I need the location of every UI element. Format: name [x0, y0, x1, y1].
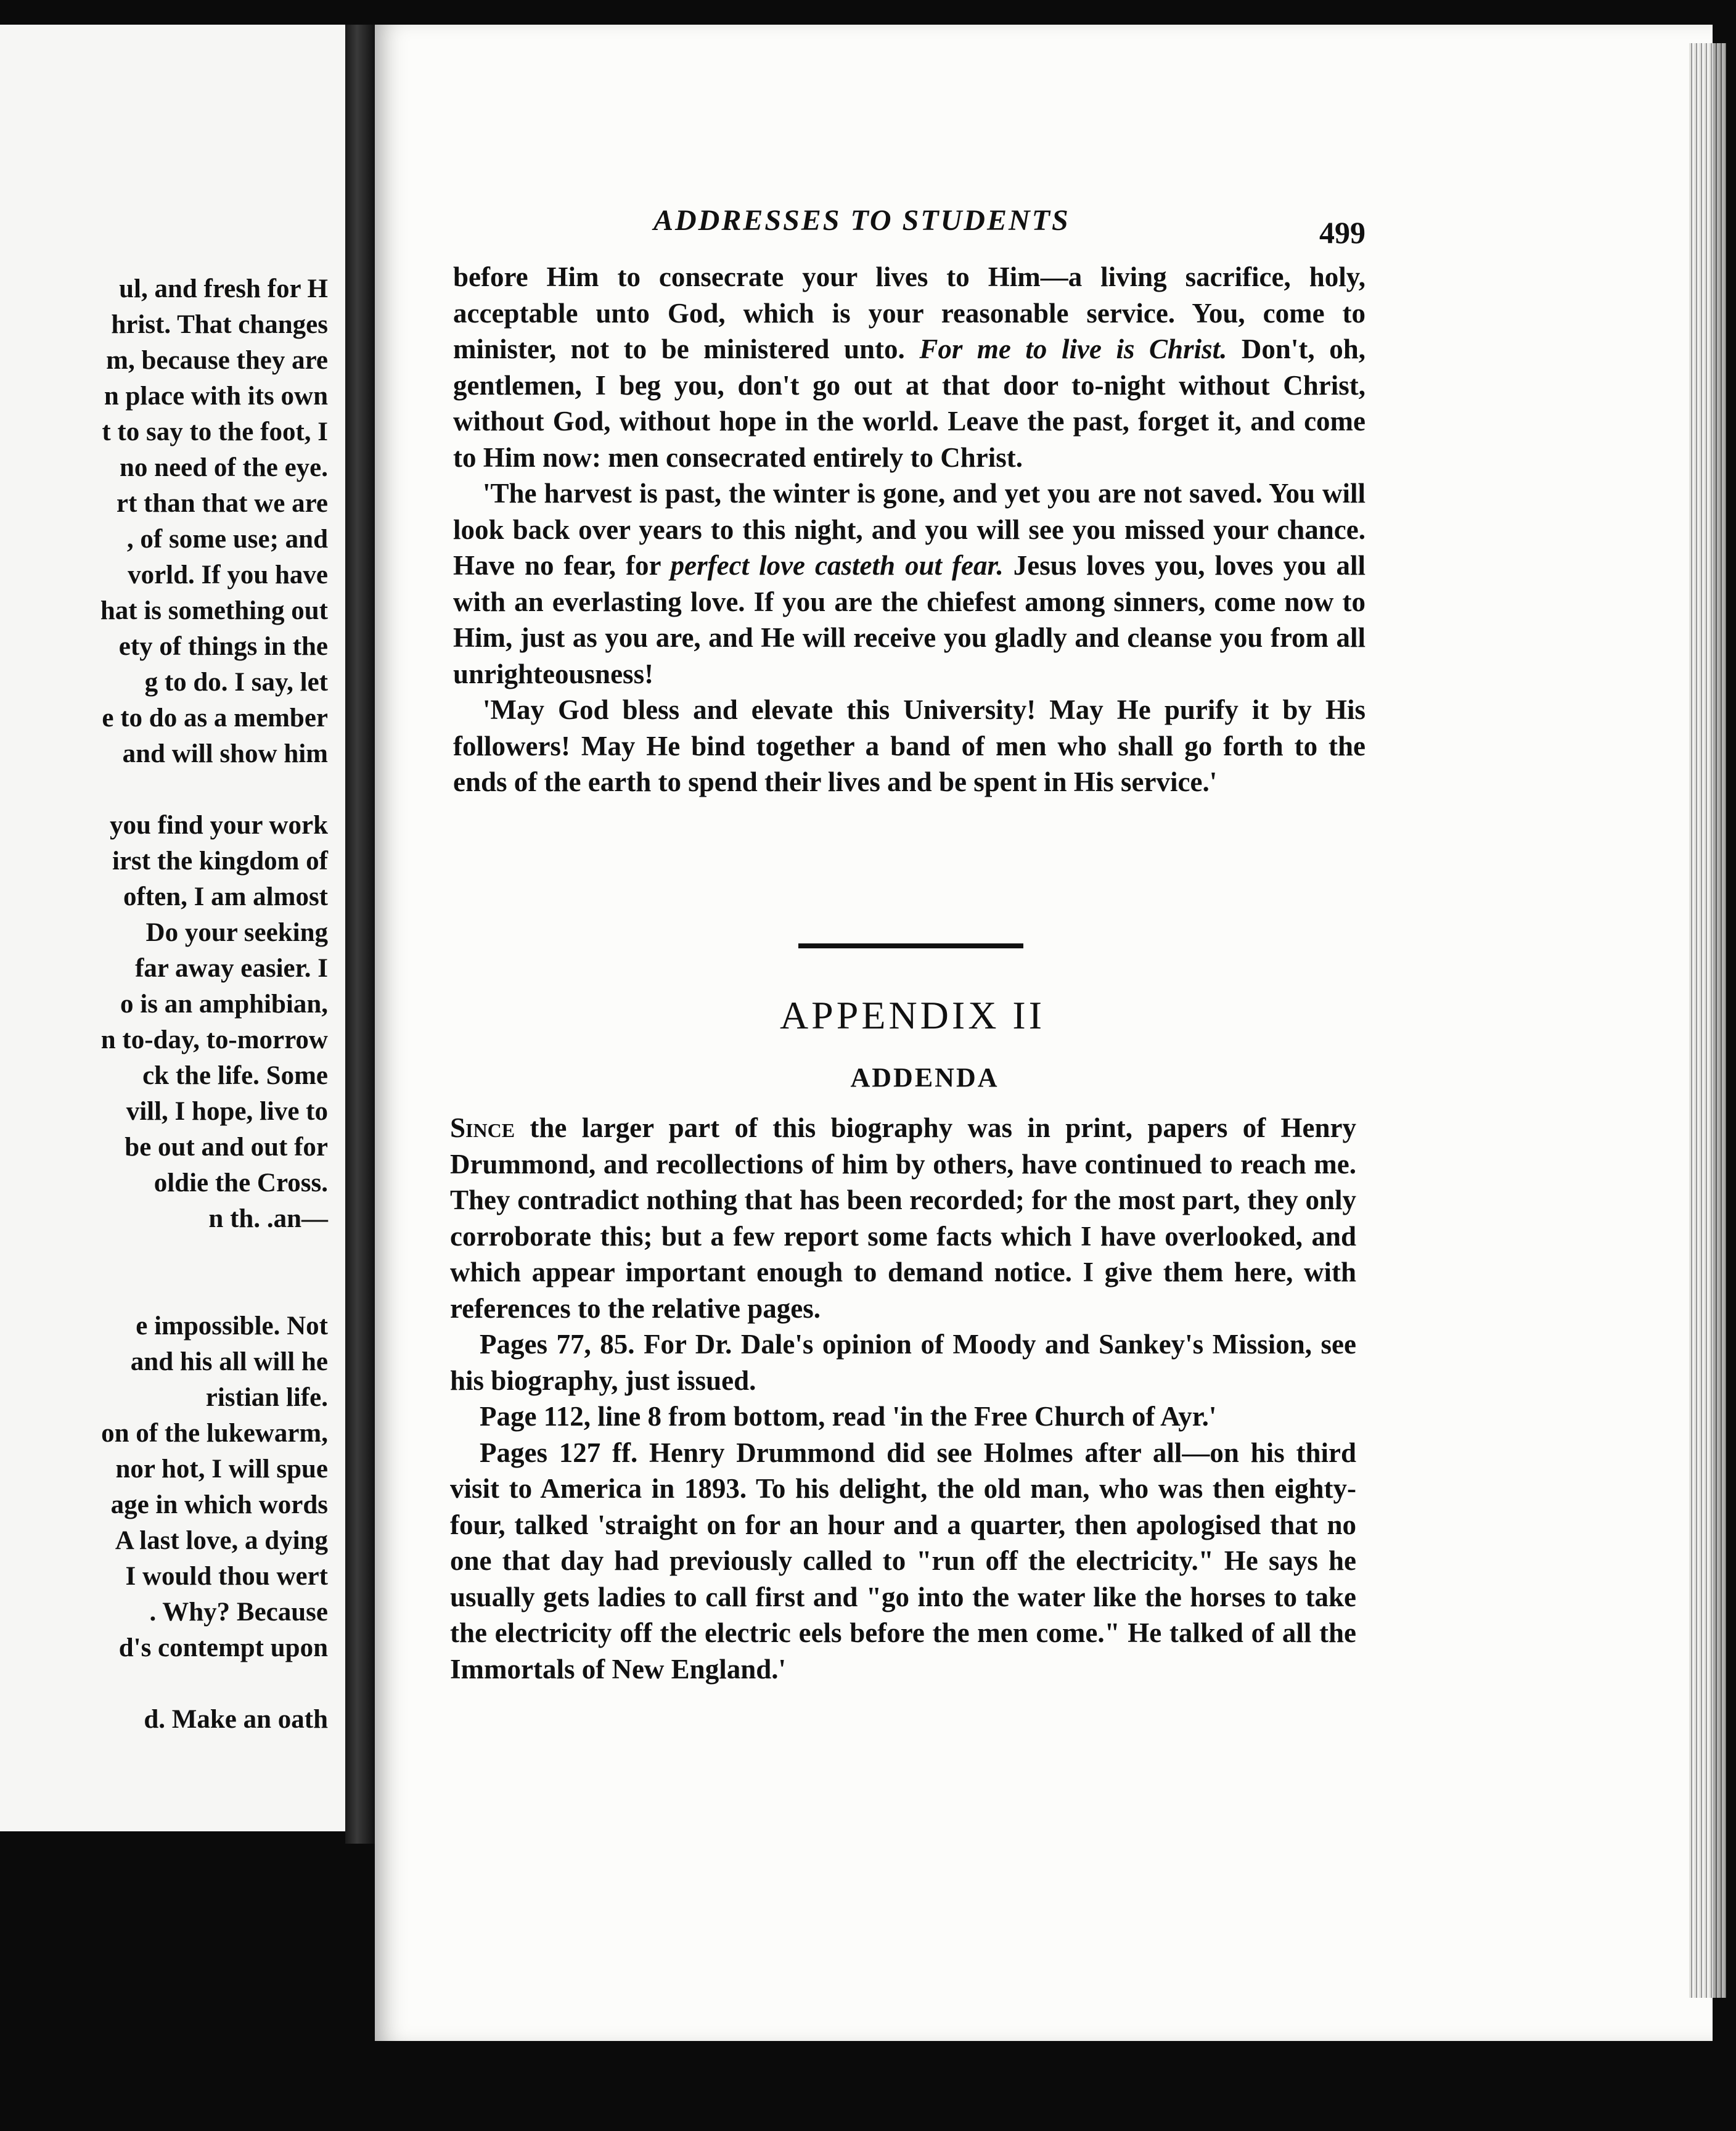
left-page: [0, 25, 346, 1831]
page-edges: [1689, 43, 1726, 1998]
text-run: 'May God bless and elevate this University! May He purify it by His followers! May He bind together a band of men who shall go forth to the ends of the earth to spend their lives and be spent in His service.': [453, 694, 1365, 797]
left-page-line: ety of things in the: [118, 632, 328, 661]
left-page-line: n place with its own: [104, 382, 328, 411]
left-page-line: nor hot, I will spue: [115, 1455, 328, 1484]
left-page-line: n th. .an—: [208, 1204, 328, 1233]
appendix-title: APPENDIX II: [779, 993, 1046, 1037]
left-page-line: you find your work: [109, 811, 328, 840]
left-page-line: ck the life. Some: [142, 1061, 328, 1090]
left-page-line: ristian life.: [205, 1383, 328, 1412]
left-page-line: t to say to the foot, I: [102, 417, 328, 446]
left-page-line: o is an amphibian,: [120, 990, 328, 1019]
text-run: Don't, oh, gentlemen, I beg you, don't go out at that door to-night without Christ, without God, without hope in the world. Leave the past, forget it, and come to Him now: men consecrated entirely to Christ.: [453, 334, 1365, 473]
text-run: Pages 77, 85. For Dr. Dale's opinion of Moody and Sankey's Mission, see his biography, just issued.: [450, 1329, 1356, 1396]
text-run: the larger part of this biography was in print, papers of Henry Drummond, and recollections of him by others, have continued to reach me. They contradict nothing that has been recorded; for the most part, they only corroborate this; but a few report some facts which I have overlooked, and which appear important enough to demand notice. I give them here, with references to the relative pages.: [450, 1112, 1356, 1324]
italic-quote: perfect love casteth out fear.: [670, 550, 1004, 581]
italic-quote: For me to live is Christ.: [919, 334, 1227, 364]
left-page-line: I would thou wert: [125, 1562, 328, 1591]
left-page-line: hat is something out: [100, 596, 328, 625]
left-page-line: m, because they are: [106, 346, 328, 375]
left-page-line: oldie the Cross.: [154, 1168, 328, 1197]
left-page-line: g to do. I say, let: [144, 668, 328, 697]
text-run: Jesus loves you, loves you all with an everlasting love. If you are the chiefest among sinners, come now to Him, just as you are, and He will receive you gladly and cleanse you from all unrighteousness!: [453, 550, 1365, 689]
left-page-line: [0, 1666, 328, 1702]
left-page-line: age in which words: [110, 1490, 328, 1519]
left-page-line: . Why? Because: [149, 1598, 328, 1627]
left-page-line: hrist. That changes: [111, 310, 328, 339]
left-page-line: ul, and fresh for H: [119, 274, 328, 303]
text-run: Page 112, line 8 from bottom, read 'in the Free Church of Ayr.': [480, 1401, 1217, 1432]
appendix-subtitle: ADDENDA: [850, 1062, 999, 1093]
left-page-line: irst the kingdom of: [112, 847, 328, 876]
book-gutter: [345, 25, 375, 1844]
left-page-line: no need of the eye.: [120, 453, 328, 482]
left-page-line: d's contempt upon: [118, 1633, 328, 1662]
paragraph: [453, 475, 1365, 692]
left-page-text: [0, 271, 328, 1738]
left-page-line: [0, 772, 328, 808]
left-page-line: e impossible. Not: [136, 1312, 328, 1341]
left-page-line: often, I am almost: [123, 882, 328, 911]
left-page-line: and his all will he: [130, 1347, 328, 1376]
paragraph: [450, 1435, 1356, 1688]
page-number: 499: [1319, 215, 1365, 250]
left-page-line: rt than that we are: [116, 489, 328, 518]
left-page-line: A last love, a dying: [115, 1526, 328, 1555]
paragraph: [450, 1326, 1356, 1398]
left-page-line: n to-day, to-morrow: [100, 1025, 328, 1054]
left-page-line: far away easier. I: [135, 954, 328, 983]
paragraph: [453, 692, 1365, 800]
paragraph: [450, 1110, 1356, 1326]
left-page-line: d. Make an oath: [144, 1705, 328, 1734]
text-run: Pages 127 ff. Henry Drummond did see Holmes after all—on his third visit to America in 1893. To his delight, the old man, who was then eighty-four, talked 'straight on for an hour and a quarter, then apologised that no one that day had previously called to "run off the electricity." He says he usually gets ladies to call first and "go into the water like the horses to take the electricity off the electric eels before the men come." He talked of all the Immortals of New England.': [450, 1437, 1356, 1685]
left-page-line: and will show him: [122, 739, 328, 768]
left-page-line: Do your seeking: [145, 918, 328, 947]
left-page-line: e to do as a member: [102, 704, 328, 733]
body-text: [453, 259, 1365, 800]
left-page-line: , of some use; and: [126, 525, 328, 554]
text-run: 'The harvest is past, the winter is gone, and yet you are not saved. You will look back over years to this night, and you will see you missed your chance. Have no fear, for: [453, 478, 1365, 581]
left-page-line: be out and out for: [125, 1133, 328, 1162]
left-page-line: vorld. If you have: [128, 560, 328, 589]
left-page-line: [0, 1237, 328, 1273]
paragraph: [450, 1398, 1356, 1435]
left-page-line: on of the lukewarm,: [101, 1419, 328, 1448]
paragraph: [453, 259, 1365, 475]
addenda-text: [450, 1110, 1356, 1687]
lead-word: Since: [450, 1112, 515, 1143]
section-divider: [798, 943, 1023, 948]
left-page-line: vill, I hope, live to: [126, 1097, 328, 1126]
left-page-line: [0, 1273, 328, 1308]
running-header: ADDRESSES TO STUDENTS: [653, 204, 1070, 237]
text-run: before Him to consecrate your lives to Him—a living sacrifice, holy, acceptable unto God, which is your reasonable service. You, come to minister, not to be ministered unto.: [453, 261, 1365, 364]
